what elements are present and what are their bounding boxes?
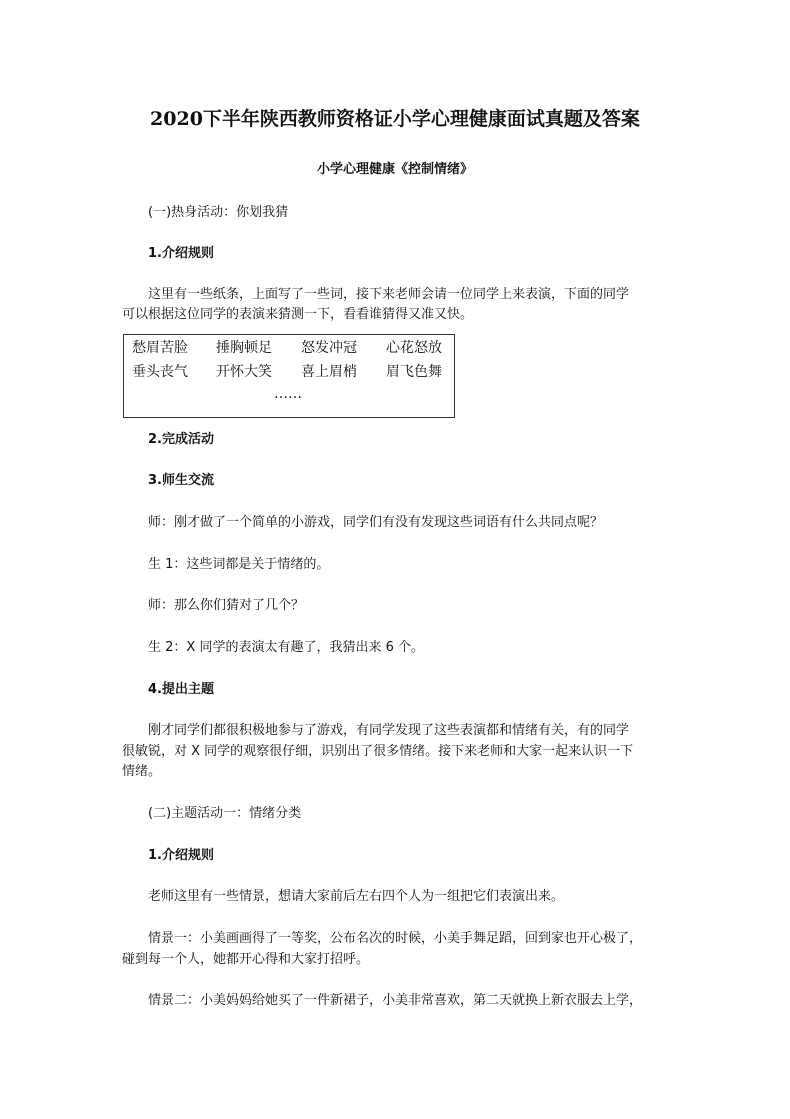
section-heading-activity: (二)主题活动一：情绪分类	[148, 806, 302, 821]
emotion-word: 怒发冲冠	[301, 340, 357, 356]
paragraph-line: 可以根据这位同学的表演来猜测一下，看看谁猜得又准又快。	[122, 307, 474, 322]
step-heading: 4.提出主题	[148, 682, 214, 697]
emotion-word: 眉飞色舞	[386, 364, 442, 380]
paragraph-line: 情景一：小美画画得了一等奖，公布名次的时候，小美手舞足蹈，回到家也开心极了，	[148, 931, 643, 946]
dialogue-line: 生 2：X 同学的表演太有趣了，我猜出来 6 个。	[148, 640, 424, 655]
paragraph-line: 情景二：小美妈妈给她买了一件新裙子，小美非常喜欢，第二天就换上新衣服去上学，	[148, 993, 643, 1008]
dialogue-line: 师：那么你们猜对了几个？	[148, 598, 305, 613]
paragraph-line: 情绪。	[122, 764, 162, 779]
paragraph-line: 很敏锐，对 X 同学的观察很仔细，识别出了很多情绪。接下来老师和大家一起来认识一下	[122, 744, 634, 759]
emotion-word-box	[123, 334, 455, 418]
dialogue-line: 生 1：这些词都是关于情绪的。	[148, 557, 330, 572]
emotion-word: 捶胸顿足	[216, 340, 272, 356]
step-heading: 1.介绍规则	[148, 848, 214, 863]
lesson-subtitle: 小学心理健康《控制情绪》	[316, 162, 473, 177]
page-title: 2020下半年陕西教师资格证小学心理健康面试真题及答案	[150, 108, 640, 130]
paragraph-line: 碰到每一个人，她都开心得和大家打招呼。	[122, 952, 370, 967]
emotion-word: 开怀大笑	[216, 364, 272, 380]
step-heading: 3.师生交流	[148, 473, 214, 488]
word-box-ellipsis: ……	[274, 386, 302, 402]
emotion-word: 垂头丧气	[132, 364, 188, 380]
section-heading-warmup: (一)热身活动：你划我猜	[148, 205, 289, 220]
emotion-word: 喜上眉梢	[301, 364, 357, 380]
emotion-word: 愁眉苦脸	[132, 340, 188, 356]
paragraph-line: 刚才同学们都很积极地参与了游戏，有同学发现了这些表演都和情绪有关，有的同学	[148, 723, 630, 738]
step-heading: 2.完成活动	[148, 432, 214, 447]
dialogue-line: 师：刚才做了一个简单的小游戏，同学们有没有发现这些词语有什么共同点呢？	[148, 515, 604, 530]
emotion-word: 心花怒放	[386, 340, 442, 356]
paragraph-line: 这里有一些纸条，上面写了一些词，接下来老师会请一位同学上来表演，下面的同学	[148, 287, 630, 302]
paragraph-line: 老师这里有一些情景，想请大家前后左右四个人为一组把它们表演出来。	[148, 889, 565, 904]
step-heading: 1.介绍规则	[148, 246, 214, 261]
